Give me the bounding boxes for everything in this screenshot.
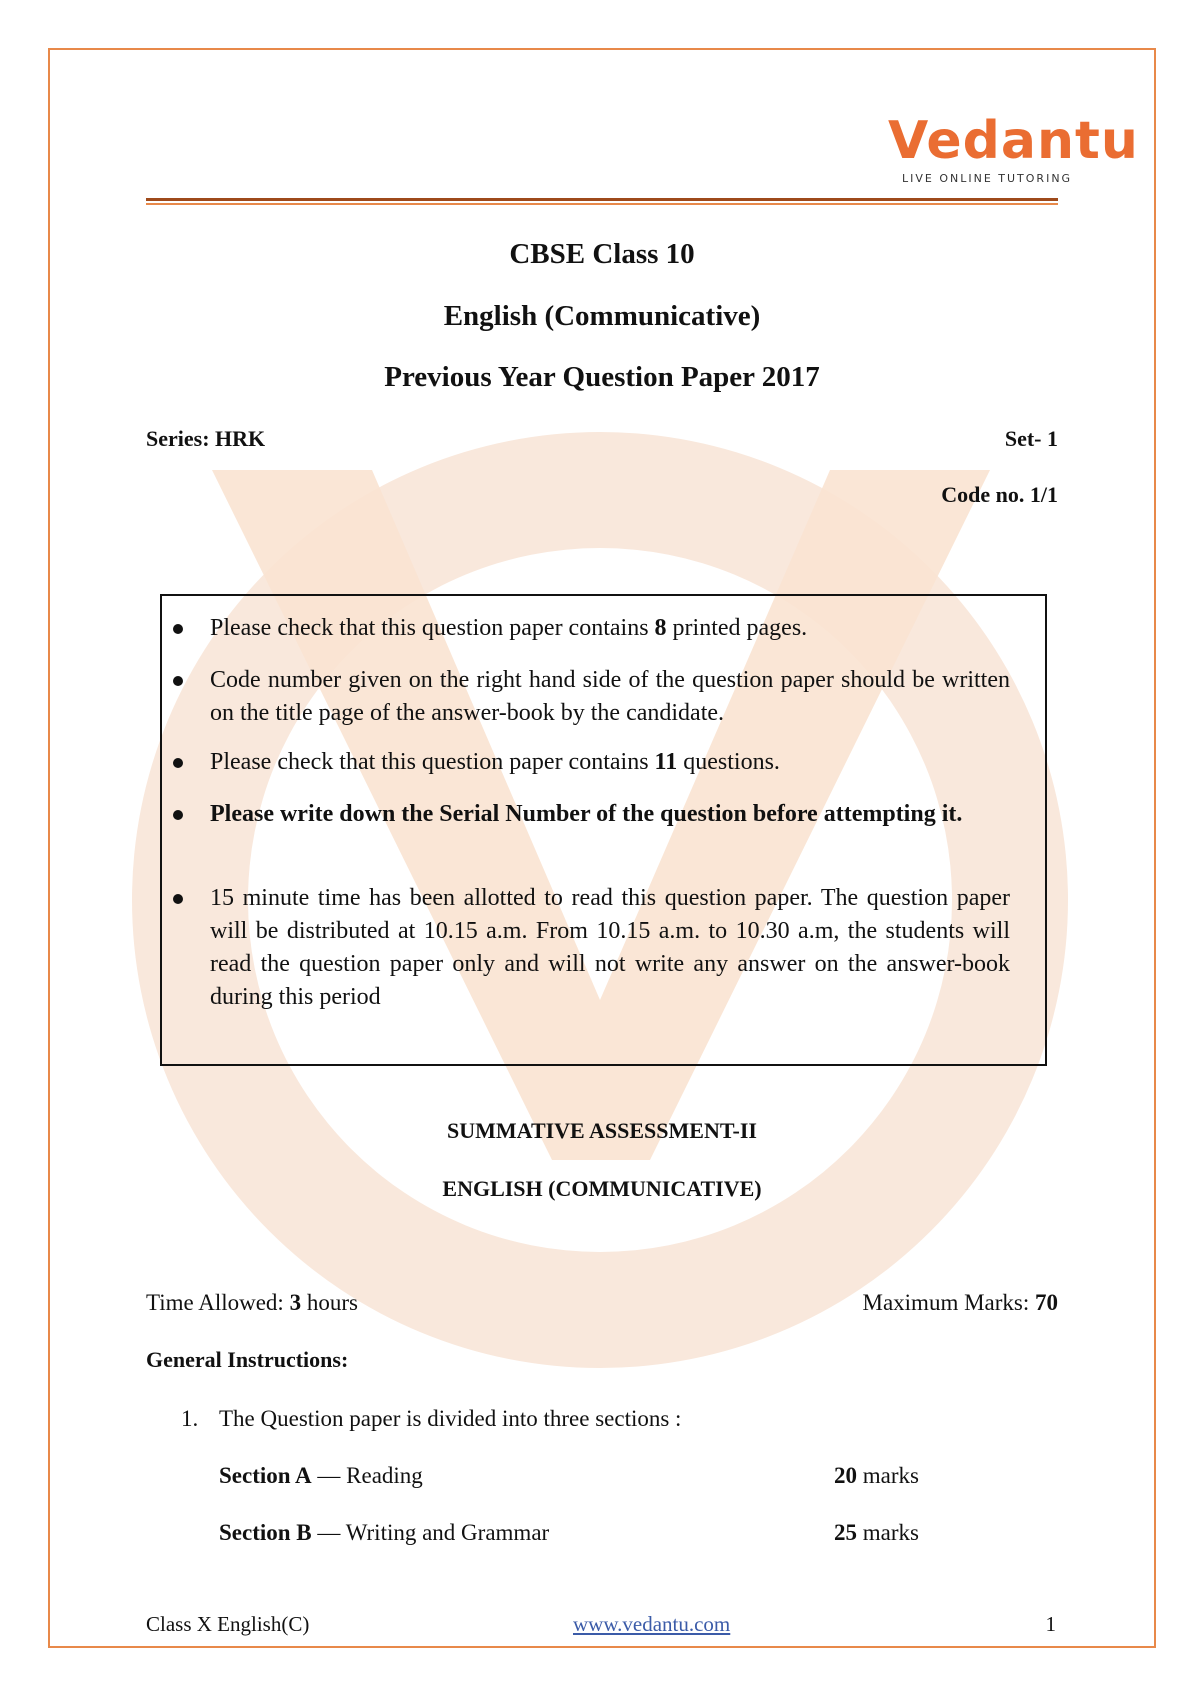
bullet-icon — [173, 676, 183, 686]
list-item-text: The Question paper is divided into three sections : — [219, 1406, 682, 1431]
section-a-name: Section A — Reading — [219, 1463, 423, 1488]
logo-wordmark: Vedantu — [888, 111, 1139, 171]
instruction-item: Please check that this question paper contains 8 printed pages. — [210, 612, 1010, 645]
time-allowed: Time Allowed: 3 hours — [146, 1290, 358, 1315]
bullet-icon — [173, 894, 183, 904]
assessment-title: SUMMATIVE ASSESSMENT-II — [447, 1118, 757, 1143]
instruction-item: Please check that this question paper contains 11 questions. — [210, 746, 1010, 779]
doc-title-class: CBSE Class 10 — [509, 238, 695, 270]
series-label: Series: HRK — [146, 426, 266, 451]
list-number: 1. — [181, 1406, 199, 1431]
assessment-subject: ENGLISH (COMMUNICATIVE) — [442, 1176, 762, 1201]
footer-class-label: Class X English(C) — [146, 1612, 310, 1636]
bullet-icon — [173, 810, 183, 820]
set-label: Set- 1 — [1004, 426, 1058, 451]
code-label: Code no. 1/1 — [941, 482, 1058, 507]
doc-title-subject: English (Communicative) — [443, 300, 761, 332]
logo-tagline: LIVE ONLINE TUTORING — [902, 172, 1073, 185]
bullet-icon — [173, 758, 183, 768]
vedantu-logo — [888, 111, 1139, 192]
section-b-marks: 25 marks — [834, 1520, 919, 1545]
header-rule-light — [146, 203, 1058, 205]
section-b-name: Section B — Writing and Grammar — [219, 1520, 550, 1545]
instruction-item: 15 minute time has been allotted to read this question paper. The question paper will be distributed at 10.15 a.m. From 10.15 a.m. to 10.30 a.m, the students will read the question paper only and will not write any answer on the answer-book during this period — [210, 882, 1010, 1014]
general-instructions-heading: General Instructions: — [146, 1347, 349, 1372]
instruction-item: Code number given on the right hand side of the question paper should be written on the title page of the answer-book by the candidate. — [210, 664, 1010, 730]
doc-title-paper: Previous Year Question Paper 2017 — [384, 361, 820, 393]
footer-page-number: 1 — [1045, 1612, 1056, 1636]
footer-website-link[interactable]: www.vedantu.com — [573, 1612, 731, 1636]
section-a-marks: 20 marks — [834, 1463, 919, 1488]
maximum-marks: Maximum Marks: 70 — [862, 1290, 1058, 1315]
bullet-icon — [173, 624, 183, 634]
header-rule-dark — [146, 198, 1058, 201]
instructions-box — [160, 594, 1047, 1066]
instruction-item: Please write down the Serial Number of the question before attempting it. — [210, 798, 1010, 831]
